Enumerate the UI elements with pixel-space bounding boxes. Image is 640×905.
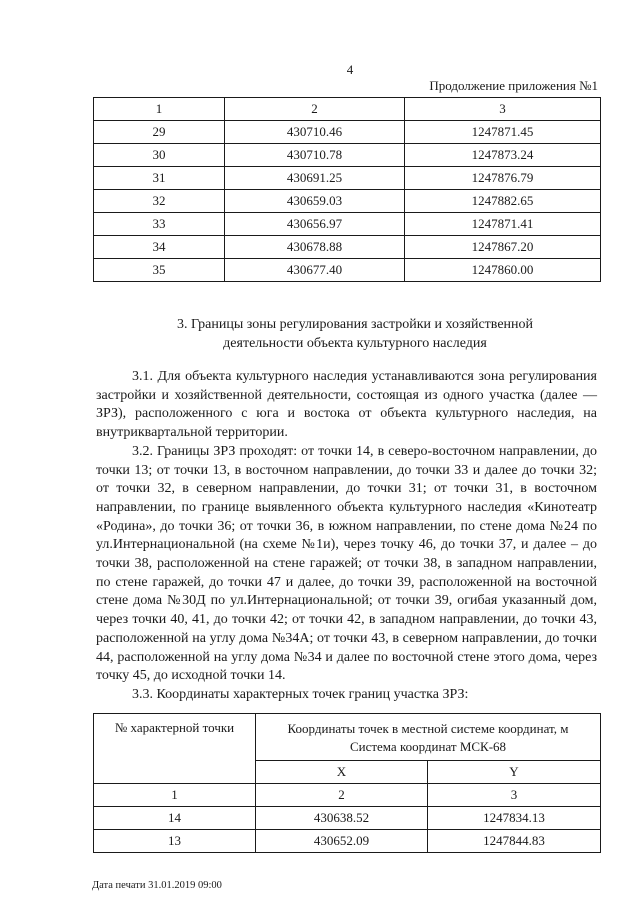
- table-row: [94, 167, 601, 190]
- point-number: 30: [94, 144, 225, 167]
- section-title: [145, 315, 565, 353]
- y-coordinate: 1247867.20: [405, 236, 601, 259]
- x-coordinate: 430656.97: [225, 213, 405, 236]
- table-header-row: [94, 714, 601, 761]
- continuation-label: Продолжение приложения №1: [429, 78, 598, 93]
- print-date-footer: Дата печати 31.01.2019 09:00: [92, 880, 222, 891]
- x-header: X: [256, 761, 428, 784]
- y-coordinate: 1247871.45: [405, 121, 601, 144]
- coordinates-table-continued: [93, 97, 601, 282]
- point-number: 33: [94, 213, 225, 236]
- section-body: [96, 368, 597, 705]
- x-coordinate: 430677.40: [225, 259, 405, 282]
- table-header-cell: 2: [225, 98, 405, 121]
- index-cell: 2: [256, 784, 428, 807]
- point-number: 13: [94, 830, 256, 853]
- table-header-cell: 3: [405, 98, 601, 121]
- table-row: [94, 121, 601, 144]
- x-coordinate: 430710.78: [225, 144, 405, 167]
- point-number: 34: [94, 236, 225, 259]
- table-row: [94, 259, 601, 282]
- y-header: Y: [428, 761, 601, 784]
- point-number-header: № характерной точки: [94, 714, 256, 784]
- zrz-coordinates-table: [93, 713, 601, 853]
- point-number: 32: [94, 190, 225, 213]
- x-coordinate: 430691.25: [225, 167, 405, 190]
- paragraph-3-1: 3.1. Для объекта культурного наследия устанавливаются зона регулирования застройки и хозяйственной деятельности, состоящая из одного участка (далее — ЗРЗ), расположенного с юга и востока от объекта культурного наследия, на внутриквартальной территории.: [96, 369, 597, 441]
- coordinates-header-line: Система координат МСК-68: [349, 739, 507, 754]
- table-row: [94, 236, 601, 259]
- paragraph-3-3: 3.3. Координаты характерных точек границ участка ЗРЗ:: [132, 686, 469, 702]
- paragraph-3-2: 3.2. Границы ЗРЗ проходят: от точки 14, в северо-восточном направлении, до точки 13; от точки 13, в восточном направлении, до точки 33 и далее до точки 32; от точки 32, в северном направлении, до точки 31; от точки 31, в восточном направлении, по границе выявленного объекта культурного наследия «Кинотеатр «Родина», до точки 36; от точки 36, в южном направлении, по стене дома №24 по ул.Интернациональной (на схеме №1и), через точку 46, до точки 37, и далее – до точки 38, расположенной на стене гаражей; от точки 38, в западном направлении, по стене гаражей, до точки 47 и далее, до точки 39, расположенной на восточной стене дома №30Д по ул.Интернациональной; от точки 39, огибая указанный дом, через точки 40, 41, до точки 42; от точки 42, в западном направлении, до точки 43, расположенной на углу дома №34А; от точки 43, в северном направлении, до точки 44, расположенной на углу дома №34 и далее по восточной стене этого дома, через точку 45, до исходной точки 14.: [96, 443, 597, 684]
- table-row: [94, 144, 601, 167]
- point-number: 31: [94, 167, 225, 190]
- y-coordinate: 1247876.79: [405, 167, 601, 190]
- coordinates-header: [256, 714, 601, 761]
- section-title-line: 3. Границы зоны регулирования застройки и хозяйственной: [176, 317, 534, 332]
- y-coordinate: 1247873.24: [405, 144, 601, 167]
- table-header-row: [94, 98, 601, 121]
- table-index-row: [94, 784, 601, 807]
- page-number: 4: [346, 62, 354, 77]
- y-coordinate: 1247882.65: [405, 190, 601, 213]
- table-row: [94, 190, 601, 213]
- x-coordinate: 430652.09: [256, 830, 428, 853]
- y-coordinate: 1247834.13: [428, 807, 601, 830]
- x-coordinate: 430710.46: [225, 121, 405, 144]
- index-cell: 3: [428, 784, 601, 807]
- point-number: 29: [94, 121, 225, 144]
- section-title-line: деятельности объекта культурного наследия: [223, 336, 487, 351]
- y-coordinate: 1247844.83: [428, 830, 601, 853]
- x-coordinate: 430678.88: [225, 236, 405, 259]
- y-coordinate: 1247860.00: [405, 259, 601, 282]
- point-number: 14: [94, 807, 256, 830]
- table-header-cell: 1: [94, 98, 225, 121]
- coordinates-header-line: Координаты точек в местной системе координат, м: [287, 721, 569, 736]
- table-row: [94, 830, 601, 853]
- table-row: [94, 213, 601, 236]
- y-coordinate: 1247871.41: [405, 213, 601, 236]
- x-coordinate: 430638.52: [256, 807, 428, 830]
- x-coordinate: 430659.03: [225, 190, 405, 213]
- index-cell: 1: [94, 784, 256, 807]
- point-number: 35: [94, 259, 225, 282]
- table-row: [94, 807, 601, 830]
